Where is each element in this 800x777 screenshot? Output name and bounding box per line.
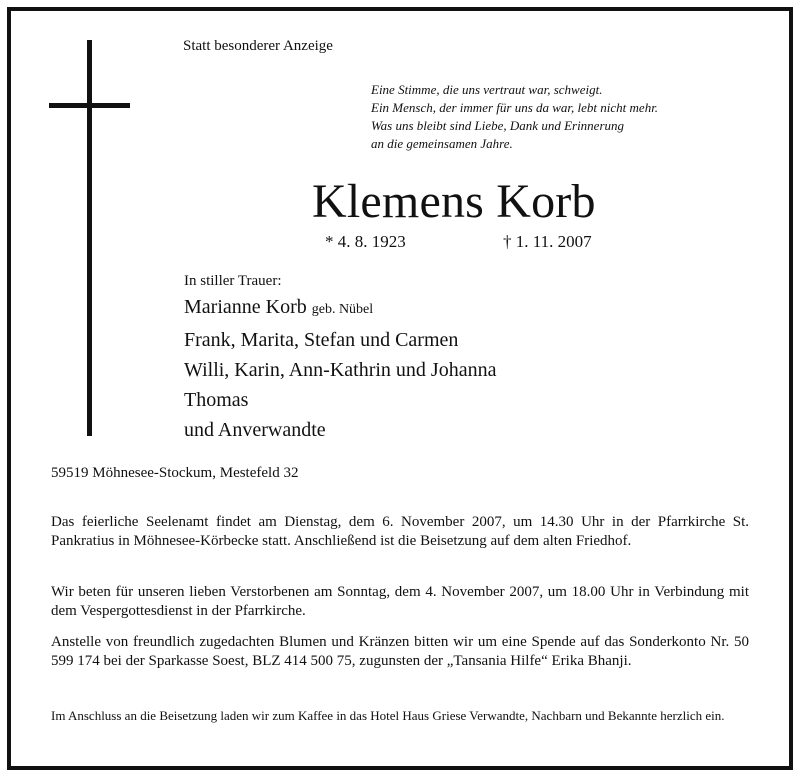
paragraph-requiem: Das feierliche Seelenamt findet am Dienstag, dem 6. November 2007, um 14.30 Uhr in der Pfarrkirche St. Pankratius in Möhnesee-Körbecke statt. Anschließend ist die Beisetzung auf dem alten Friedhof.	[51, 514, 749, 549]
paragraph-donation: Anstelle von freundlich zugedachten Blumen und Kränzen bitten wir um eine Spende auf das Sonderkonto Nr. 50 599 174 bei der Sparkasse Soest, BLZ 414 500 75, zugunsten der „Tansania Hilfe“ Erika Bhanji.	[51, 634, 749, 669]
mourner-line: und Anverwandte	[184, 419, 326, 441]
mourning-label: In stiller Trauer:	[184, 273, 282, 289]
mourner-line: Thomas	[184, 389, 249, 411]
birth-date: * 4. 8. 1923	[325, 232, 406, 251]
mourner-name: Marianne Korb	[184, 296, 307, 318]
poem-line: Was uns bleibt sind Liebe, Dank und Erinnerung	[371, 118, 625, 133]
paragraph-prayer: Wir beten für unseren lieben Verstorbenen am Sonntag, dem 4. November 2007, um 18.00 Uhr in Verbindung mit dem Vespergottesdienst in der Pfarrkirche.	[51, 584, 749, 619]
poem	[371, 81, 658, 153]
maiden-name: geb. Nübel	[311, 302, 374, 317]
deceased-name: Klemens Korb	[312, 175, 596, 228]
death-date: † 1. 11. 2007	[503, 232, 592, 251]
mourners-list	[184, 292, 496, 445]
mourner-line	[184, 292, 496, 325]
header-note: Statt besonderer Anzeige	[183, 38, 333, 54]
paragraph-invitation: Im Anschluss an die Beisetzung laden wir zum Kaffee in das Hotel Haus Griese Verwandte, Nachbarn und Bekannte herzlich ein.	[51, 708, 725, 723]
address: 59519 Möhnesee-Stockum, Mestefeld 32	[51, 465, 299, 481]
poem-line: Ein Mensch, der immer für uns da war, lebt nicht mehr.	[371, 100, 659, 115]
cross-icon	[87, 40, 92, 436]
mourner-line: Willi, Karin, Ann-Kathrin und Johanna	[184, 359, 497, 381]
poem-line: Eine Stimme, die uns vertraut war, schweigt.	[371, 82, 603, 97]
poem-line: an die gemeinsamen Jahre.	[371, 136, 513, 151]
mourner-line: Frank, Marita, Stefan und Carmen	[184, 329, 459, 351]
cross-icon-bar	[49, 103, 130, 108]
